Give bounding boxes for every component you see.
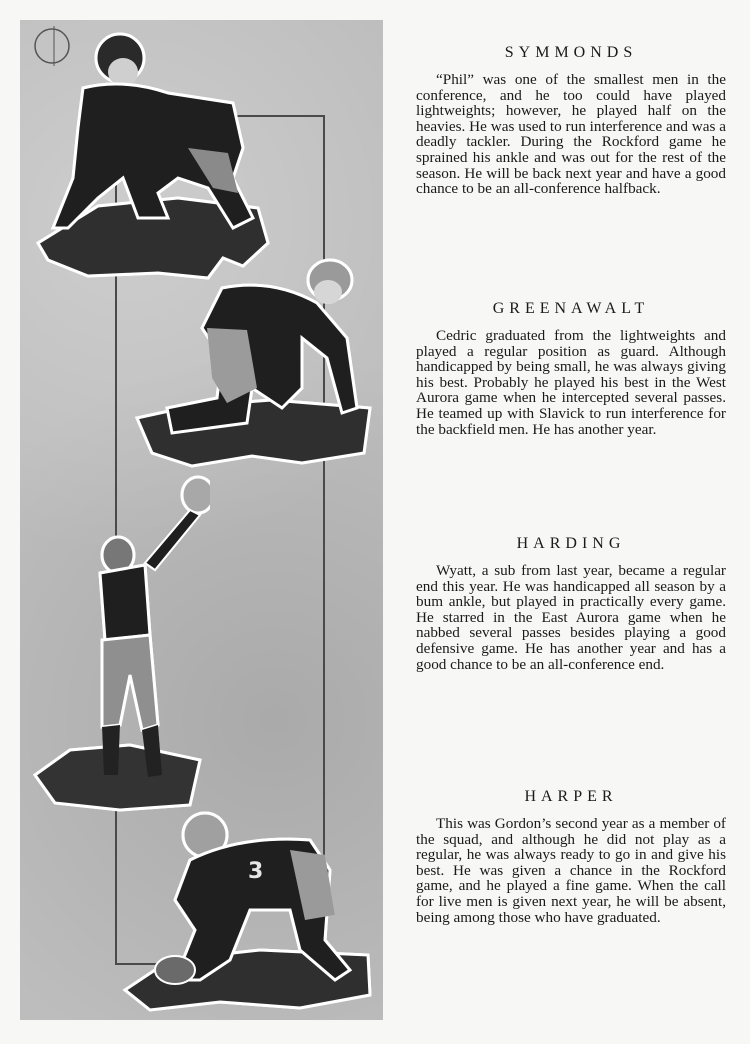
player-photo-harding bbox=[30, 475, 210, 815]
photo-panel bbox=[20, 20, 383, 1020]
bio-text: “Phil” was one of the smallest men in the conference, and he too could have played lightweights; however, he played half on the heavies. He was used to run interference and was a deadly tackler. During the Rockford game he sprained his ankle and was out for the rest of the season. He will be back next year and have a good chance to be an all-conference halfback. bbox=[416, 71, 726, 198]
bio-harper bbox=[416, 788, 726, 925]
player-photo-greenawalt bbox=[132, 258, 382, 470]
bio-name: GREENAWALT bbox=[492, 300, 650, 317]
bio-name: HARPER bbox=[524, 788, 618, 805]
bio-text: Wyatt, a sub from last year, became a regular end this year. He was handicapped all season by a bum ankle, but played in practically every game. He starred in the East Aurora game when he nabbed several passes besides playing a good defensive game. He has another year and has a good chance to be an all-conference end. bbox=[416, 562, 726, 673]
bio-text: This was Gordon’s second year as a member of the squad, and although he did not play as a regular, he was always ready to go in and give his best. He was given a chance in the Rockford game, and he played a fine game. When the call for live men is given next year, he will be absent, being among those who have graduated. bbox=[416, 815, 726, 926]
player-photo-harper bbox=[120, 810, 380, 1020]
bio-name: SYMMONDS bbox=[504, 44, 638, 61]
jersey-number: 3 bbox=[248, 859, 264, 884]
bio-harding bbox=[416, 535, 726, 672]
bio-name: HARDING bbox=[516, 535, 626, 552]
bio-symmonds bbox=[416, 44, 726, 197]
bio-text: Cedric graduated from the lightweights and played a regular position as guard. Although handicapped by being small, he was always giving his best. Probably he played his best in the West Aurora game when he intercepted several passes. He teamed up with Slavick to run interference for the backfield men. He has another year. bbox=[416, 327, 726, 438]
bio-greenawalt bbox=[416, 300, 726, 437]
circle-mark-icon bbox=[28, 22, 76, 70]
